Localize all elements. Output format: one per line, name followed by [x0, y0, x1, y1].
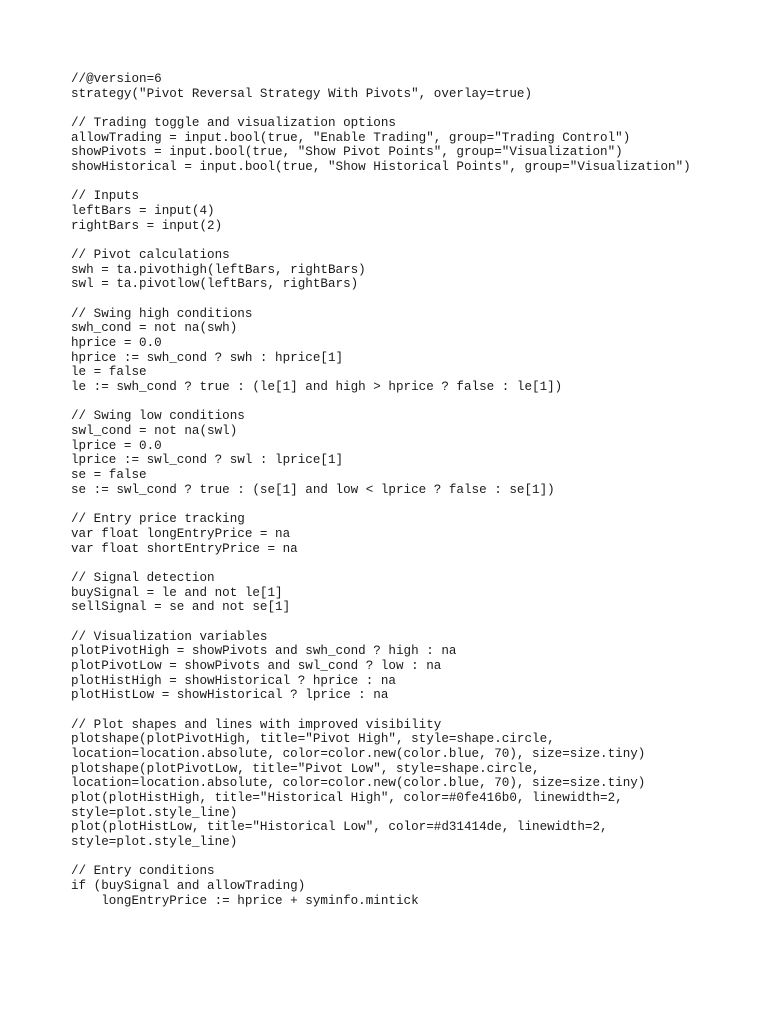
code-line: //@version=6	[71, 72, 162, 86]
code-line: // Visualization variables	[71, 629, 268, 644]
code-line: buySignal = le and not le[1]	[71, 585, 283, 600]
code-line	[71, 556, 691, 571]
code-line: allowTrading = input.bool(true, "Enable Trading", group="Trading Control")	[71, 130, 631, 145]
code-line	[71, 233, 691, 248]
code-line: plotshape(plotPivotHigh, title="Pivot High", style=shape.circle,	[71, 732, 555, 747]
code-line: location=location.absolute, color=color.new(color.blue, 70), size=size.tiny)	[71, 746, 646, 761]
code-line: var float longEntryPrice = na	[71, 526, 291, 541]
code-line: // Swing high conditions	[71, 306, 253, 321]
code-line	[71, 292, 691, 307]
code-line	[71, 497, 691, 512]
code-line	[71, 101, 691, 116]
code-line: longEntryPrice := hprice + syminfo.mintick	[71, 893, 419, 908]
code-line: plotPivotLow = showPivots and swl_cond ? low : na	[71, 658, 442, 673]
code-line: se := swl_cond ? true : (se[1] and low < lprice ? false : se[1])	[71, 482, 555, 497]
code-line: plotHistLow = showHistorical ? lprice : na	[71, 688, 389, 703]
code-line: lprice := swl_cond ? swl : lprice[1]	[71, 453, 344, 468]
code-line	[71, 395, 691, 410]
code-line: // Entry conditions	[71, 864, 215, 879]
code-line: var float shortEntryPrice = na	[71, 541, 298, 556]
code-line: plot(plotHistLow, title="Historical Low", color=#d31414de, linewidth=2,	[71, 820, 608, 835]
code-line: style=plot.style_line)	[71, 834, 238, 849]
code-line: // Pivot calculations	[71, 248, 230, 263]
code-line: // Trading toggle and visualization options	[71, 116, 396, 131]
code-line: plot(plotHistHigh, title="Historical High", color=#0fe416b0, linewidth=2,	[71, 790, 623, 805]
code-line: rightBars = input(2)	[71, 218, 223, 233]
code-line: location=location.absolute, color=color.new(color.blue, 70), size=size.tiny)	[71, 776, 646, 791]
code-line: swl = ta.pivotlow(leftBars, rightBars)	[71, 277, 359, 292]
code-line: swl_cond = not na(swl)	[71, 424, 238, 439]
code-line: // Swing low conditions	[71, 409, 245, 424]
code-block	[71, 72, 691, 908]
code-line	[71, 850, 691, 865]
code-line: showPivots = input.bool(true, "Show Pivot Points", group="Visualization")	[71, 145, 623, 160]
code-line: plotHistHigh = showHistorical ? hprice : na	[71, 673, 396, 688]
code-line: showHistorical = input.bool(true, "Show Historical Points", group="Visualization")	[71, 160, 691, 175]
code-line: // Entry price tracking	[71, 512, 245, 527]
code-line: plotshape(plotPivotLow, title="Pivot Low", style=shape.circle,	[71, 761, 540, 776]
code-line: // Inputs	[71, 189, 140, 204]
code-line: le := swh_cond ? true : (le[1] and high > hprice ? false : le[1])	[71, 380, 563, 395]
code-line: plotPivotHigh = showPivots and swh_cond ? high : na	[71, 644, 457, 659]
code-line: style=plot.style_line)	[71, 805, 238, 820]
code-line: se = false	[71, 468, 147, 483]
code-line: if (buySignal and allowTrading)	[71, 878, 306, 893]
code-line: sellSignal = se and not se[1]	[71, 600, 291, 615]
code-line: lprice = 0.0	[71, 438, 162, 453]
code-line: swh = ta.pivothigh(leftBars, rightBars)	[71, 262, 366, 277]
code-line	[71, 703, 691, 718]
code-line	[71, 175, 691, 190]
code-line: // Signal detection	[71, 570, 215, 585]
code-line: leftBars = input(4)	[71, 204, 215, 219]
code-line: strategy("Pivot Reversal Strategy With Pivots", overlay=true)	[71, 86, 533, 101]
code-line: // Plot shapes and lines with improved visibility	[71, 717, 442, 732]
code-line	[71, 615, 691, 630]
code-line: hprice := swh_cond ? swh : hprice[1]	[71, 350, 344, 365]
code-line: le = false	[71, 365, 147, 380]
code-line: hprice = 0.0	[71, 336, 162, 351]
code-line: swh_cond = not na(swh)	[71, 321, 238, 336]
